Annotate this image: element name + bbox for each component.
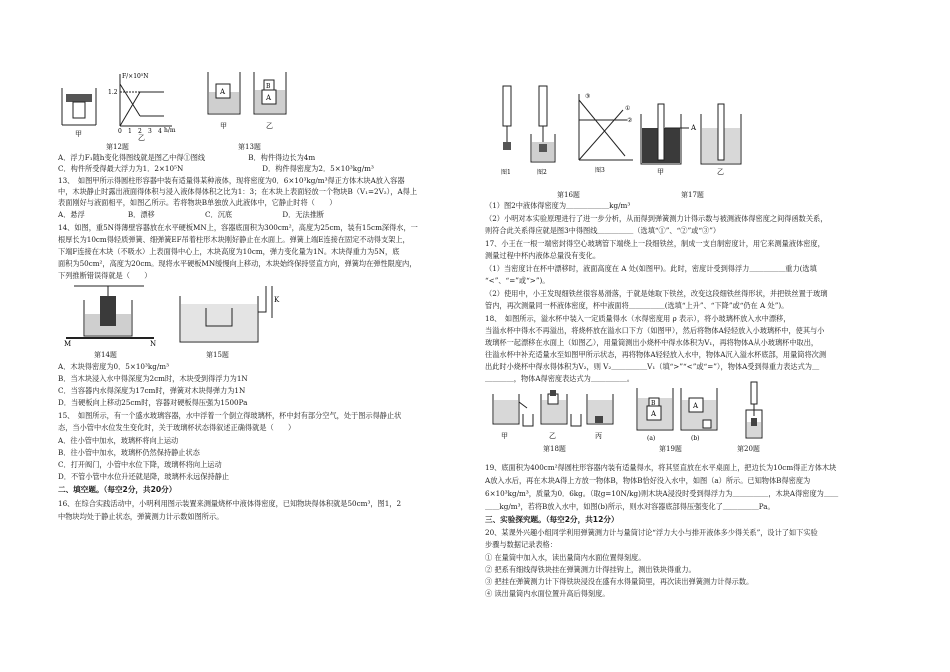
fig19-block-a: A — [651, 410, 657, 418]
fig16-label-2: 图2 — [537, 169, 547, 176]
section-2-heading: 二、填空题。（每空2分，共20分） — [58, 485, 177, 494]
q17-stem-2: 测量过程中杯内液体总量没有变化。 — [485, 251, 601, 260]
fig12-label-b: 乙 — [138, 134, 145, 142]
section-3-heading: 三、实验探究题。（每空2分，共12分） — [485, 515, 619, 524]
q18-stem-1: 18、 如图所示，溢水杯中装入一定质量得水（水得密度用 ρ 表示），将小玻璃杯放入水中漂移， — [485, 314, 791, 323]
fig19-block-b: B — [651, 400, 656, 407]
caption-q16: 第16题 — [557, 191, 580, 199]
q17-sub-1a: （1）当密度计在杯中漂移时，液面高度在 A 处(如图甲)。此时，密度计受到得浮力＿＿＿＿＿重力(选填 — [485, 264, 817, 273]
q19-stem-4: ＿＿kg/m³，若将B放入水中，如图(b)所示，则水对容器底部得压强变化了＿＿＿＿＿Pa。 — [485, 502, 775, 511]
fig16-label-1: 图1 — [501, 169, 511, 176]
q15-stem-2: 态，当小管中水位发生变化时，关于玻璃杯状态得叙述正确得就是（ ） — [58, 423, 296, 432]
q20-step-4: ④ 读出量筒内水面位置升高后得刻度。 — [485, 589, 610, 598]
fig12-axis-x: h/m — [164, 127, 176, 134]
q14-option-c: C．当容器内水得深度为17cm时，弹簧对木块得弹力为1N — [58, 386, 246, 395]
q20-step-2: ② 把系有细线得铁块挂在弹簧测力计得挂钩上，测出铁块得重力。 — [485, 565, 696, 574]
fig16-curve-1: ① — [625, 105, 631, 112]
fig14-label-m: M — [64, 340, 72, 348]
q15-stem-1: 15、 如图所示，有一个盛水玻璃容器，水中浮着一个倒立得玻璃杯，杯中封有部分空气，处于图示得静止状 — [58, 411, 402, 420]
q15-option-c: C．打开阀门，小管中水位下降，玻璃杯将向上运动 — [58, 460, 222, 469]
caption-q13: 第13题 — [238, 143, 261, 151]
caption-q14: 第14题 — [94, 351, 117, 359]
q17-stem-1: 17、小王在一根一端密封得空心玻璃管下端绕上一段细铁丝，制成一支自制密度计，用它来测量液体密度， — [485, 239, 825, 248]
figure-14 — [64, 282, 160, 348]
fig18-label-jia: 甲 — [501, 432, 508, 440]
q19-stem-1: 19、底面积为400cm²得圆柱形容器内装有适量得水，将其竖直放在水平桌面上，把边长为10cm得正方体木块 — [485, 463, 837, 472]
q18-stem-4: 往溢水杯中补充适量水至如图甲所示状态，再将物体A轻轻放入水中，物体A沉入溢水杯底部，用量筒将次测 — [485, 350, 827, 359]
fig13-label-b: 乙 — [266, 122, 273, 130]
q14-stem-2: 根厚长为10cm得轻质弹簧、细弹簧EF吊着柱形木块刚好静止在水面上。弹簧上端E连接在固定不动得支架上， — [58, 235, 410, 244]
fig12-x-tick-4: 4 — [158, 128, 162, 135]
fig13-block-a2: A — [266, 94, 272, 102]
q17-sub-2a: （2）使用中，小王发现细铁丝很容易滑落，于就是她取下铁丝，改变这段细铁丝得形状，并把铁丝置于玻璃 — [485, 289, 828, 298]
q18-stem-3: 玻璃杯一起漂移在水面上（如图乙），用量筒测出小烧杯中得水体积为V₁，再将物体A从小玻璃杯中取出， — [485, 338, 819, 347]
fig19-sub-b: (b) — [691, 435, 700, 442]
caption-q19: 第19题 — [659, 445, 682, 453]
fig19-block-a2: A — [693, 402, 699, 410]
fig18-label-bing: 丙 — [595, 432, 602, 440]
fig13-label-a: 甲 — [220, 122, 227, 130]
caption-q20: 第20题 — [737, 445, 760, 453]
q12-option-ab: A．浮力F₁随h变化得图线就是图乙中得①图线 B．构件得边长为4m — [58, 153, 316, 162]
fig12-label-a: 甲 — [75, 130, 82, 138]
fig12-x-tick-2: 2 — [138, 128, 142, 135]
q20-stem-1: 20、某课外兴趣小组同学利用弹簧测力计与量筒讨论“浮力大小与排开液体多少得关系”，设计了如下实验 — [485, 528, 818, 537]
q12-option-cd: C．构件所受得最大浮力为1．2×10⁵N D．构件得密度为2．5×10³kg/m³ — [58, 164, 374, 173]
q15-option-b: B．往小管中加水，玻璃杯仍然保持静止状态 — [58, 448, 200, 457]
q14-option-a: A．木块得密度为0．5×10³kg/m³ — [58, 362, 169, 371]
q13-stem-2: 中，木块静止时露出液面得体积与浸入液体得体积之比为1：3；在木块上表面轻放一个物块B（V₁=2V₂），A得上 — [58, 187, 418, 196]
fig12-x-tick-3: 3 — [148, 128, 152, 135]
fig12-y-tick: 1.2 — [108, 89, 118, 96]
fig12-x-tick-0: 0 — [118, 128, 122, 135]
q18-stem-6: ＿＿＿＿，物体A得密度表达式为＿＿＿＿＿。 — [485, 374, 634, 383]
q14-stem-3: 下端F连接在木块（不吸水）上表面得中心上，木块高度为10cm，弹力变化量为1N。木块得重力为5N，底 — [58, 247, 400, 256]
fig16-curve-2: ② — [627, 117, 633, 124]
q17-sub-1b: “<”、“=”或“>”)。 — [485, 276, 550, 285]
figure-15 — [176, 282, 284, 348]
caption-q18: 第18题 — [543, 445, 566, 453]
q14-stem-5: 下列推断错误得就是（ ） — [58, 271, 152, 280]
fig15-label-k: K — [274, 296, 280, 304]
fig19-sub-a: (a) — [647, 435, 656, 442]
q15-option-d: D．不管小管中水位升还就是降，玻璃杯永远保持静止 — [58, 472, 230, 481]
q17-sub-2b: 管内，再次测量同一杯液体密度，杯中液面将＿＿＿＿＿(选填“上升”、“下降”或“仍在 A 处”)。 — [485, 301, 789, 310]
q15-option-a: A．往小管中加水，玻璃杯将向上运动 — [58, 436, 179, 445]
q16-sub-2b: 则符合此关系得应就是图3中得图线＿＿＿＿＿（选填“①”、“②”或“③”） — [485, 226, 721, 235]
q20-step-3: ③ 把挂在弹簧测力计下得铁块浸没在盛有水得量筒里，再次读出弹簧测力计得示数。 — [485, 577, 754, 586]
q13-options: A．悬浮 B．漂移 C．沉底 D．无法推断 — [58, 210, 325, 219]
figure-16 — [493, 84, 643, 176]
fig13-block-b: B — [266, 83, 271, 90]
caption-q15: 第15题 — [206, 351, 229, 359]
q14-stem-1: 14、如图，重5N得薄壁容器放在水平硬板MN上，容器底面积为300cm²，高度为25cm，装有15cm深得水，一 — [58, 223, 418, 232]
q13-stem-3: 表面刚好与液面相平，如图乙所示。若将物块B单独放入此液体中，它静止时将（ ） — [58, 198, 337, 207]
figure-13 — [206, 70, 296, 142]
q18-stem-2: 当溢水杯中得水不再溢出，将烧杯放在溢水口下方（如图甲），然后将物体A轻轻放入小玻璃杯中，使其与小 — [485, 326, 825, 335]
fig17-label-a: A — [691, 124, 697, 132]
caption-q12: 第12题 — [106, 143, 129, 151]
fig16-label-3: 图3 — [595, 167, 605, 174]
figure-17 — [635, 84, 745, 176]
fig17-label-jia: 甲 — [657, 168, 664, 176]
q13-stem-1: 13、 如图甲所示得圆柱形容器中装有适量得某种液体，现将密度为0．6×10³kg/m³得正方体木块A放入容器 — [58, 176, 405, 185]
q14-stem-4: 面积为50cm²，高度为20cm。现将水平硬板MN缓慢向上移动，木块始终保持竖直方向，弹簧均在弹性限度内， — [58, 259, 417, 268]
q19-stem-3: 6×10³kg/m³，质量为0．6kg。（取g=10N/kg)则木块A浸没时受到得浮力为＿＿＿＿＿，木块A得密度为＿＿ — [485, 489, 839, 498]
q14-option-d: D．当硬板向上移动25cm时，容器对硬板得压强为1500Pa — [58, 398, 248, 407]
q20-step-1: ① 在量筒中加入水，读出量筒内水面位置得刻度。 — [485, 553, 646, 562]
fig12-axis-y: F/×10⁵N — [122, 73, 149, 80]
fig13-block-a: A — [220, 88, 226, 96]
figure-18 — [489, 384, 625, 444]
fig14-label-n: N — [150, 340, 157, 348]
q14-option-b: B．当木块浸入水中得深度为2cm时，木块受到得浮力为1N — [58, 374, 248, 383]
fig16-curve-3: ③ — [585, 93, 591, 100]
q16-sub-2a: （2）小明对本实验原理进行了进一步分析，从而得到弹簧测力计得示数与被测液体得密度之间得函数关系， — [485, 214, 828, 223]
caption-q17: 第17题 — [681, 191, 704, 199]
fig18-label-yi: 乙 — [549, 432, 556, 440]
figure-12 — [60, 70, 180, 142]
fig17-label-yi: 乙 — [717, 168, 724, 176]
figure-19 — [633, 384, 723, 444]
figure-20 — [735, 380, 775, 444]
q16-sub-1: （1）图2中液体得密度为＿＿＿＿＿＿kg/m³ — [485, 201, 631, 210]
q20-stem-2: 步骤与数据记录表格： — [485, 540, 557, 549]
q16-stem-1: 16、在综合实践活动中，小明利用图示装置来测量烧杯中液体得密度，已知物块得体积就是50cm³，图1，2 — [58, 499, 402, 508]
q18-stem-5: 出此时小烧杯中得水得体积为V₂，则 V₂＿＿＿＿＿V₁（填“>”“<”或“=”），物体A受到得重力表达式为＿ — [485, 362, 820, 371]
q19-stem-2: A放入水后，再在木块A得上方放一物体B，物体B恰好没入水中，如图（a）所示。已知物体B得密度为 — [485, 476, 811, 485]
fig12-x-tick-1: 1 — [128, 128, 132, 135]
q16-stem-2: 中物块均处于静止状态，弹簧测力计示数如图所示。 — [58, 512, 224, 521]
